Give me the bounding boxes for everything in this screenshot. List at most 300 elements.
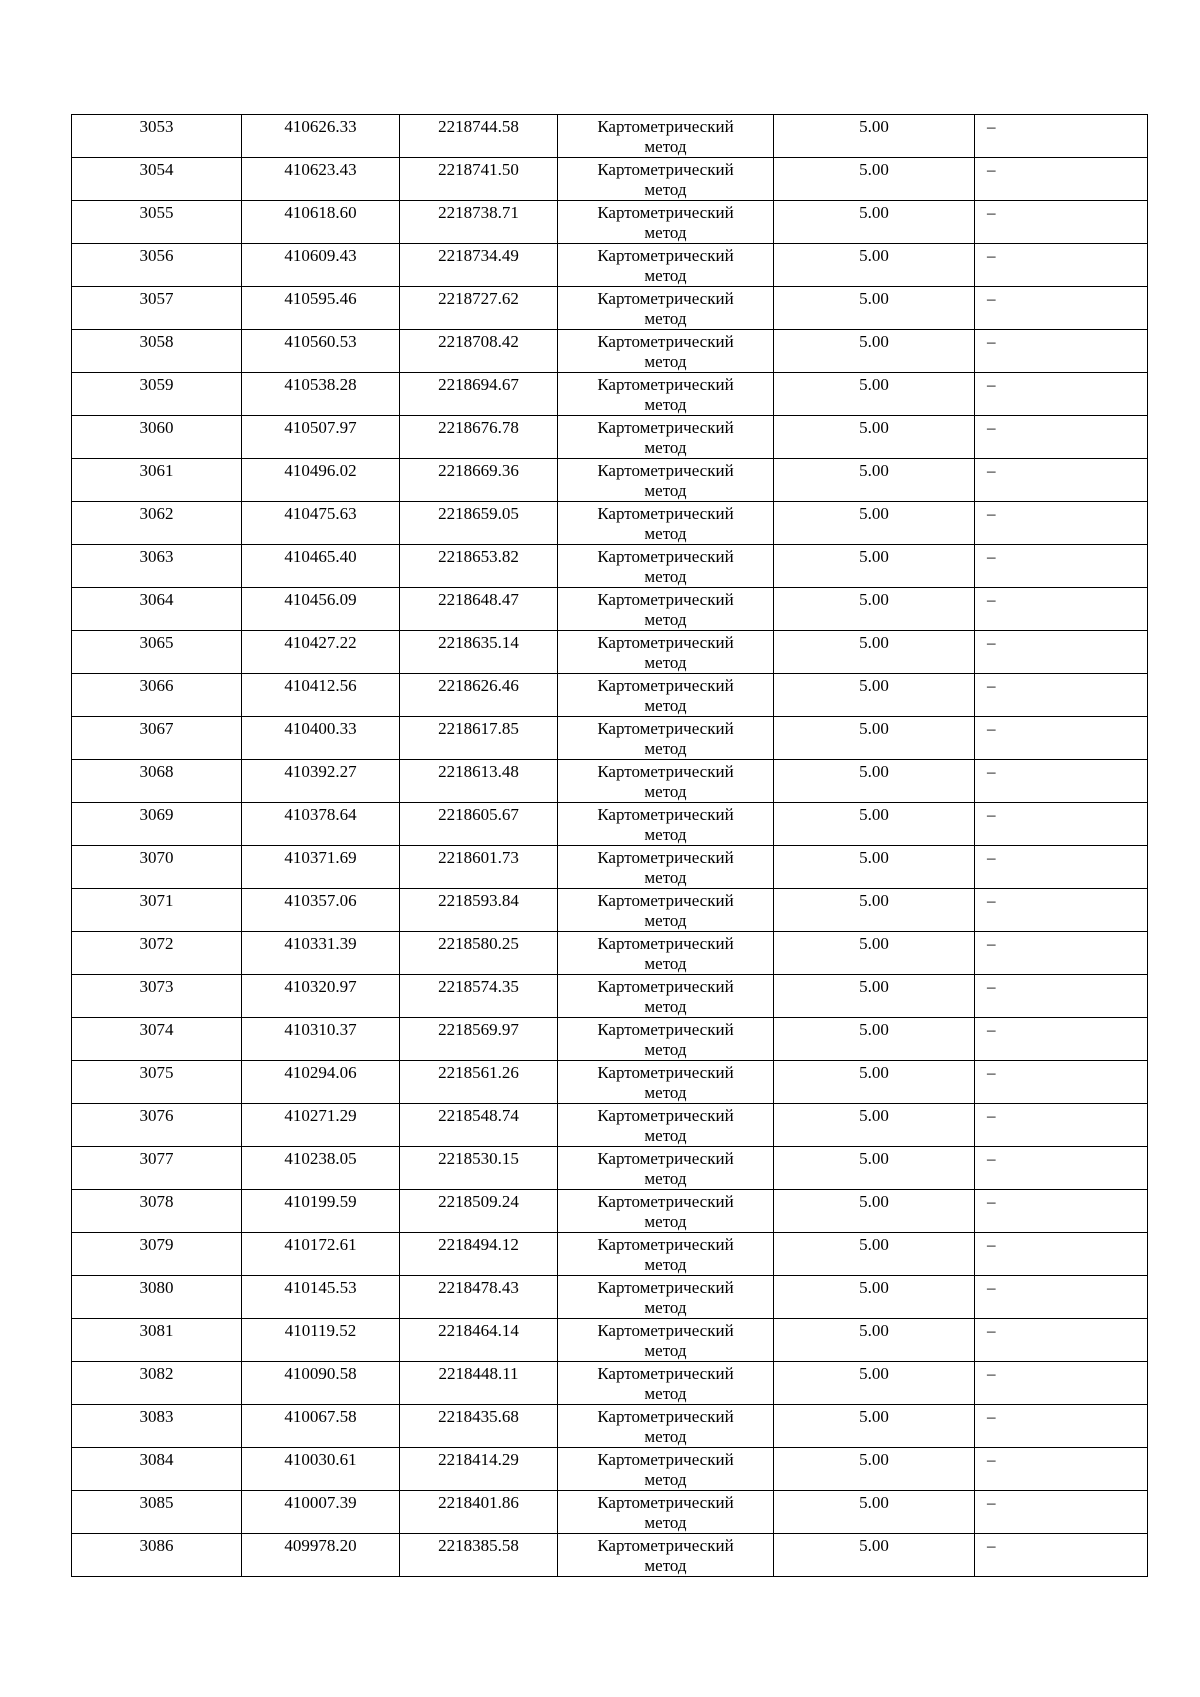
precision-cell: 5.00 [774, 975, 975, 1018]
precision-cell: 5.00 [774, 674, 975, 717]
x-coordinate-cell: 410310.37 [242, 1018, 400, 1061]
method-text-line: Картометрический [597, 762, 734, 781]
y-coordinate-cell: 2218708.42 [400, 330, 558, 373]
method-text-line: метод [644, 653, 687, 672]
method-text-line: метод [644, 481, 687, 500]
method-text-line: Картометрический [597, 1020, 734, 1039]
method-text-line: Картометрический [597, 934, 734, 953]
y-coordinate-cell: 2218478.43 [400, 1276, 558, 1319]
x-coordinate-cell: 410400.33 [242, 717, 400, 760]
precision-cell: 5.00 [774, 373, 975, 416]
y-coordinate-cell: 2218741.50 [400, 158, 558, 201]
description-cell: – [975, 631, 1148, 674]
x-coordinate-cell: 410007.39 [242, 1491, 400, 1534]
precision-cell: 5.00 [774, 631, 975, 674]
method-cell [558, 1319, 774, 1362]
table-row [72, 158, 1148, 201]
x-coordinate-cell: 410090.58 [242, 1362, 400, 1405]
method-text-line: Картометрический [597, 418, 734, 437]
method-cell [558, 674, 774, 717]
table-row [72, 287, 1148, 330]
y-coordinate-cell: 2218744.58 [400, 115, 558, 158]
point-number-cell: 3074 [72, 1018, 242, 1061]
description-cell: – [975, 1061, 1148, 1104]
x-coordinate-cell: 410331.39 [242, 932, 400, 975]
description-cell: – [975, 459, 1148, 502]
x-coordinate-cell: 410294.06 [242, 1061, 400, 1104]
method-text-line: метод [644, 524, 687, 543]
y-coordinate-cell: 2218593.84 [400, 889, 558, 932]
method-cell [558, 1190, 774, 1233]
method-text-line: Картометрический [597, 590, 734, 609]
method-text-line: Картометрический [597, 1407, 734, 1426]
method-cell [558, 1018, 774, 1061]
method-text-line: метод [644, 1126, 687, 1145]
method-text-line: Картометрический [597, 246, 734, 265]
precision-cell: 5.00 [774, 1534, 975, 1577]
coordinates-table-body [72, 115, 1148, 1577]
method-text-line: метод [644, 395, 687, 414]
y-coordinate-cell: 2218569.97 [400, 1018, 558, 1061]
table-row [72, 1534, 1148, 1577]
description-cell: – [975, 760, 1148, 803]
method-text-line: Картометрический [597, 504, 734, 523]
method-cell [558, 588, 774, 631]
method-text-line: метод [644, 309, 687, 328]
table-row [72, 717, 1148, 760]
precision-cell: 5.00 [774, 244, 975, 287]
point-number-cell: 3053 [72, 115, 242, 158]
y-coordinate-cell: 2218464.14 [400, 1319, 558, 1362]
precision-cell: 5.00 [774, 416, 975, 459]
method-text-line: метод [644, 911, 687, 930]
method-cell [558, 803, 774, 846]
description-cell: – [975, 1018, 1148, 1061]
x-coordinate-cell: 410067.58 [242, 1405, 400, 1448]
method-text-line: Картометрический [597, 1364, 734, 1383]
method-cell [558, 330, 774, 373]
y-coordinate-cell: 2218435.68 [400, 1405, 558, 1448]
method-text-line: Картометрический [597, 547, 734, 566]
method-text-line: Картометрический [597, 1106, 734, 1125]
y-coordinate-cell: 2218580.25 [400, 932, 558, 975]
method-text-line: Картометрический [597, 977, 734, 996]
precision-cell: 5.00 [774, 803, 975, 846]
method-text-line: метод [644, 223, 687, 242]
method-text-line: метод [644, 1427, 687, 1446]
method-text-line: Картометрический [597, 633, 734, 652]
x-coordinate-cell: 410030.61 [242, 1448, 400, 1491]
y-coordinate-cell: 2218494.12 [400, 1233, 558, 1276]
point-number-cell: 3075 [72, 1061, 242, 1104]
point-number-cell: 3068 [72, 760, 242, 803]
table-row [72, 975, 1148, 1018]
description-cell: – [975, 588, 1148, 631]
x-coordinate-cell: 410271.29 [242, 1104, 400, 1147]
point-number-cell: 3082 [72, 1362, 242, 1405]
coordinates-table [71, 114, 1148, 1577]
y-coordinate-cell: 2218613.48 [400, 760, 558, 803]
description-cell: – [975, 1104, 1148, 1147]
method-cell [558, 373, 774, 416]
x-coordinate-cell: 410609.43 [242, 244, 400, 287]
precision-cell: 5.00 [774, 545, 975, 588]
x-coordinate-cell: 410623.43 [242, 158, 400, 201]
y-coordinate-cell: 2218626.46 [400, 674, 558, 717]
x-coordinate-cell: 410475.63 [242, 502, 400, 545]
precision-cell: 5.00 [774, 1405, 975, 1448]
point-number-cell: 3071 [72, 889, 242, 932]
description-cell: – [975, 115, 1148, 158]
precision-cell: 5.00 [774, 1233, 975, 1276]
method-text-line: метод [644, 438, 687, 457]
y-coordinate-cell: 2218530.15 [400, 1147, 558, 1190]
description-cell: – [975, 545, 1148, 588]
method-text-line: метод [644, 1212, 687, 1231]
method-text-line: Картометрический [597, 1493, 734, 1512]
description-cell: – [975, 1405, 1148, 1448]
method-text-line: метод [644, 1040, 687, 1059]
method-cell [558, 1491, 774, 1534]
method-text-line: метод [644, 1556, 687, 1575]
y-coordinate-cell: 2218676.78 [400, 416, 558, 459]
point-number-cell: 3085 [72, 1491, 242, 1534]
table-row [72, 631, 1148, 674]
method-cell [558, 717, 774, 760]
method-text-line: метод [644, 1169, 687, 1188]
method-cell [558, 1104, 774, 1147]
point-number-cell: 3062 [72, 502, 242, 545]
precision-cell: 5.00 [774, 717, 975, 760]
method-text-line: Картометрический [597, 332, 734, 351]
point-number-cell: 3069 [72, 803, 242, 846]
x-coordinate-cell: 410456.09 [242, 588, 400, 631]
point-number-cell: 3081 [72, 1319, 242, 1362]
point-number-cell: 3057 [72, 287, 242, 330]
precision-cell: 5.00 [774, 760, 975, 803]
method-cell [558, 889, 774, 932]
method-text-line: метод [644, 352, 687, 371]
y-coordinate-cell: 2218414.29 [400, 1448, 558, 1491]
method-text-line: метод [644, 1341, 687, 1360]
description-cell: – [975, 416, 1148, 459]
point-number-cell: 3073 [72, 975, 242, 1018]
description-cell: – [975, 201, 1148, 244]
method-text-line: метод [644, 610, 687, 629]
precision-cell: 5.00 [774, 1061, 975, 1104]
method-cell [558, 416, 774, 459]
precision-cell: 5.00 [774, 1147, 975, 1190]
method-text-line: метод [644, 1470, 687, 1489]
table-row [72, 201, 1148, 244]
y-coordinate-cell: 2218617.85 [400, 717, 558, 760]
y-coordinate-cell: 2218653.82 [400, 545, 558, 588]
y-coordinate-cell: 2218648.47 [400, 588, 558, 631]
precision-cell: 5.00 [774, 1362, 975, 1405]
table-row [72, 760, 1148, 803]
table-row [72, 803, 1148, 846]
x-coordinate-cell: 410199.59 [242, 1190, 400, 1233]
table-row [72, 373, 1148, 416]
method-text-line: Картометрический [597, 891, 734, 910]
method-cell [558, 1448, 774, 1491]
point-number-cell: 3054 [72, 158, 242, 201]
point-number-cell: 3060 [72, 416, 242, 459]
x-coordinate-cell: 410626.33 [242, 115, 400, 158]
precision-cell: 5.00 [774, 1319, 975, 1362]
table-row [72, 588, 1148, 631]
point-number-cell: 3059 [72, 373, 242, 416]
method-text-line: Картометрический [597, 160, 734, 179]
method-text-line: Картометрический [597, 461, 734, 480]
precision-cell: 5.00 [774, 1448, 975, 1491]
point-number-cell: 3077 [72, 1147, 242, 1190]
description-cell: – [975, 244, 1148, 287]
table-row [72, 1491, 1148, 1534]
method-cell [558, 975, 774, 1018]
y-coordinate-cell: 2218659.05 [400, 502, 558, 545]
x-coordinate-cell: 410427.22 [242, 631, 400, 674]
point-number-cell: 3067 [72, 717, 242, 760]
precision-cell: 5.00 [774, 1018, 975, 1061]
point-number-cell: 3083 [72, 1405, 242, 1448]
table-row [72, 1018, 1148, 1061]
method-text-line: метод [644, 1083, 687, 1102]
method-text-line: Картометрический [597, 203, 734, 222]
y-coordinate-cell: 2218385.58 [400, 1534, 558, 1577]
x-coordinate-cell: 410538.28 [242, 373, 400, 416]
precision-cell: 5.00 [774, 1190, 975, 1233]
point-number-cell: 3064 [72, 588, 242, 631]
method-text-line: Картометрический [597, 1192, 734, 1211]
x-coordinate-cell: 410595.46 [242, 287, 400, 330]
method-cell [558, 760, 774, 803]
precision-cell: 5.00 [774, 330, 975, 373]
x-coordinate-cell: 410560.53 [242, 330, 400, 373]
description-cell: – [975, 1190, 1148, 1233]
x-coordinate-cell: 410392.27 [242, 760, 400, 803]
y-coordinate-cell: 2218574.35 [400, 975, 558, 1018]
y-coordinate-cell: 2218401.86 [400, 1491, 558, 1534]
method-cell [558, 115, 774, 158]
point-number-cell: 3056 [72, 244, 242, 287]
table-row [72, 1276, 1148, 1319]
y-coordinate-cell: 2218548.74 [400, 1104, 558, 1147]
method-text-line: Картометрический [597, 1450, 734, 1469]
description-cell: – [975, 889, 1148, 932]
description-cell: – [975, 1491, 1148, 1534]
precision-cell: 5.00 [774, 1491, 975, 1534]
table-row [72, 1448, 1148, 1491]
table-row [72, 846, 1148, 889]
method-text-line: метод [644, 567, 687, 586]
method-text-line: метод [644, 696, 687, 715]
point-number-cell: 3070 [72, 846, 242, 889]
description-cell: – [975, 502, 1148, 545]
x-coordinate-cell: 410320.97 [242, 975, 400, 1018]
method-cell [558, 287, 774, 330]
method-cell [558, 502, 774, 545]
method-cell [558, 1362, 774, 1405]
table-row [72, 244, 1148, 287]
point-number-cell: 3084 [72, 1448, 242, 1491]
method-text-line: Картометрический [597, 1063, 734, 1082]
x-coordinate-cell: 410496.02 [242, 459, 400, 502]
description-cell: – [975, 846, 1148, 889]
y-coordinate-cell: 2218727.62 [400, 287, 558, 330]
point-number-cell: 3058 [72, 330, 242, 373]
table-row [72, 1405, 1148, 1448]
method-text-line: метод [644, 782, 687, 801]
point-number-cell: 3079 [72, 1233, 242, 1276]
table-row [72, 674, 1148, 717]
method-text-line: метод [644, 868, 687, 887]
table-row [72, 1233, 1148, 1276]
method-cell [558, 1147, 774, 1190]
table-row [72, 932, 1148, 975]
x-coordinate-cell: 410378.64 [242, 803, 400, 846]
precision-cell: 5.00 [774, 588, 975, 631]
method-cell [558, 1276, 774, 1319]
method-text-line: метод [644, 1384, 687, 1403]
table-row [72, 1147, 1148, 1190]
precision-cell: 5.00 [774, 1276, 975, 1319]
method-text-line: метод [644, 954, 687, 973]
method-cell [558, 846, 774, 889]
y-coordinate-cell: 2218738.71 [400, 201, 558, 244]
method-text-line: Картометрический [597, 1321, 734, 1340]
description-cell: – [975, 373, 1148, 416]
description-cell: – [975, 1319, 1148, 1362]
point-number-cell: 3076 [72, 1104, 242, 1147]
method-text-line: метод [644, 1513, 687, 1532]
description-cell: – [975, 1147, 1148, 1190]
description-cell: – [975, 803, 1148, 846]
table-row [72, 1362, 1148, 1405]
method-cell [558, 158, 774, 201]
y-coordinate-cell: 2218448.11 [400, 1362, 558, 1405]
method-cell [558, 932, 774, 975]
description-cell: – [975, 330, 1148, 373]
precision-cell: 5.00 [774, 158, 975, 201]
point-number-cell: 3061 [72, 459, 242, 502]
description-cell: – [975, 1534, 1148, 1577]
table-row [72, 1061, 1148, 1104]
method-cell [558, 244, 774, 287]
description-cell: – [975, 1233, 1148, 1276]
precision-cell: 5.00 [774, 115, 975, 158]
precision-cell: 5.00 [774, 889, 975, 932]
method-text-line: Картометрический [597, 676, 734, 695]
point-number-cell: 3063 [72, 545, 242, 588]
method-text-line: Картометрический [597, 117, 734, 136]
method-text-line: метод [644, 997, 687, 1016]
description-cell: – [975, 932, 1148, 975]
method-text-line: Картометрический [597, 1149, 734, 1168]
description-cell: – [975, 674, 1148, 717]
x-coordinate-cell: 410618.60 [242, 201, 400, 244]
point-number-cell: 3055 [72, 201, 242, 244]
table-row [72, 502, 1148, 545]
method-cell [558, 1405, 774, 1448]
method-text-line: Картометрический [597, 289, 734, 308]
table-row [72, 889, 1148, 932]
method-cell [558, 1534, 774, 1577]
table-row [72, 1104, 1148, 1147]
method-cell [558, 201, 774, 244]
precision-cell: 5.00 [774, 459, 975, 502]
y-coordinate-cell: 2218509.24 [400, 1190, 558, 1233]
precision-cell: 5.00 [774, 932, 975, 975]
table-row [72, 115, 1148, 158]
method-text-line: Картометрический [597, 719, 734, 738]
point-number-cell: 3080 [72, 1276, 242, 1319]
table-row [72, 330, 1148, 373]
precision-cell: 5.00 [774, 502, 975, 545]
description-cell: – [975, 1362, 1148, 1405]
precision-cell: 5.00 [774, 201, 975, 244]
x-coordinate-cell: 409978.20 [242, 1534, 400, 1577]
method-text-line: метод [644, 1298, 687, 1317]
y-coordinate-cell: 2218694.67 [400, 373, 558, 416]
description-cell: – [975, 1448, 1148, 1491]
precision-cell: 5.00 [774, 287, 975, 330]
method-text-line: метод [644, 1255, 687, 1274]
method-cell [558, 1233, 774, 1276]
description-cell: – [975, 158, 1148, 201]
y-coordinate-cell: 2218561.26 [400, 1061, 558, 1104]
point-number-cell: 3072 [72, 932, 242, 975]
precision-cell: 5.00 [774, 846, 975, 889]
description-cell: – [975, 975, 1148, 1018]
method-cell [558, 459, 774, 502]
method-cell [558, 1061, 774, 1104]
y-coordinate-cell: 2218734.49 [400, 244, 558, 287]
description-cell: – [975, 287, 1148, 330]
table-row [72, 545, 1148, 588]
description-cell: – [975, 717, 1148, 760]
method-text-line: метод [644, 739, 687, 758]
x-coordinate-cell: 410465.40 [242, 545, 400, 588]
x-coordinate-cell: 410357.06 [242, 889, 400, 932]
x-coordinate-cell: 410119.52 [242, 1319, 400, 1362]
x-coordinate-cell: 410238.05 [242, 1147, 400, 1190]
method-text-line: Картометрический [597, 1235, 734, 1254]
method-text-line: Картометрический [597, 1278, 734, 1297]
method-text-line: метод [644, 266, 687, 285]
table-row [72, 416, 1148, 459]
y-coordinate-cell: 2218669.36 [400, 459, 558, 502]
description-cell: – [975, 1276, 1148, 1319]
x-coordinate-cell: 410145.53 [242, 1276, 400, 1319]
y-coordinate-cell: 2218605.67 [400, 803, 558, 846]
point-number-cell: 3065 [72, 631, 242, 674]
method-cell [558, 545, 774, 588]
point-number-cell: 3078 [72, 1190, 242, 1233]
method-text-line: метод [644, 825, 687, 844]
method-text-line: метод [644, 180, 687, 199]
table-row [72, 459, 1148, 502]
table-row [72, 1319, 1148, 1362]
method-text-line: Картометрический [597, 848, 734, 867]
point-number-cell: 3066 [72, 674, 242, 717]
x-coordinate-cell: 410371.69 [242, 846, 400, 889]
x-coordinate-cell: 410507.97 [242, 416, 400, 459]
method-text-line: Картометрический [597, 375, 734, 394]
precision-cell: 5.00 [774, 1104, 975, 1147]
point-number-cell: 3086 [72, 1534, 242, 1577]
y-coordinate-cell: 2218635.14 [400, 631, 558, 674]
